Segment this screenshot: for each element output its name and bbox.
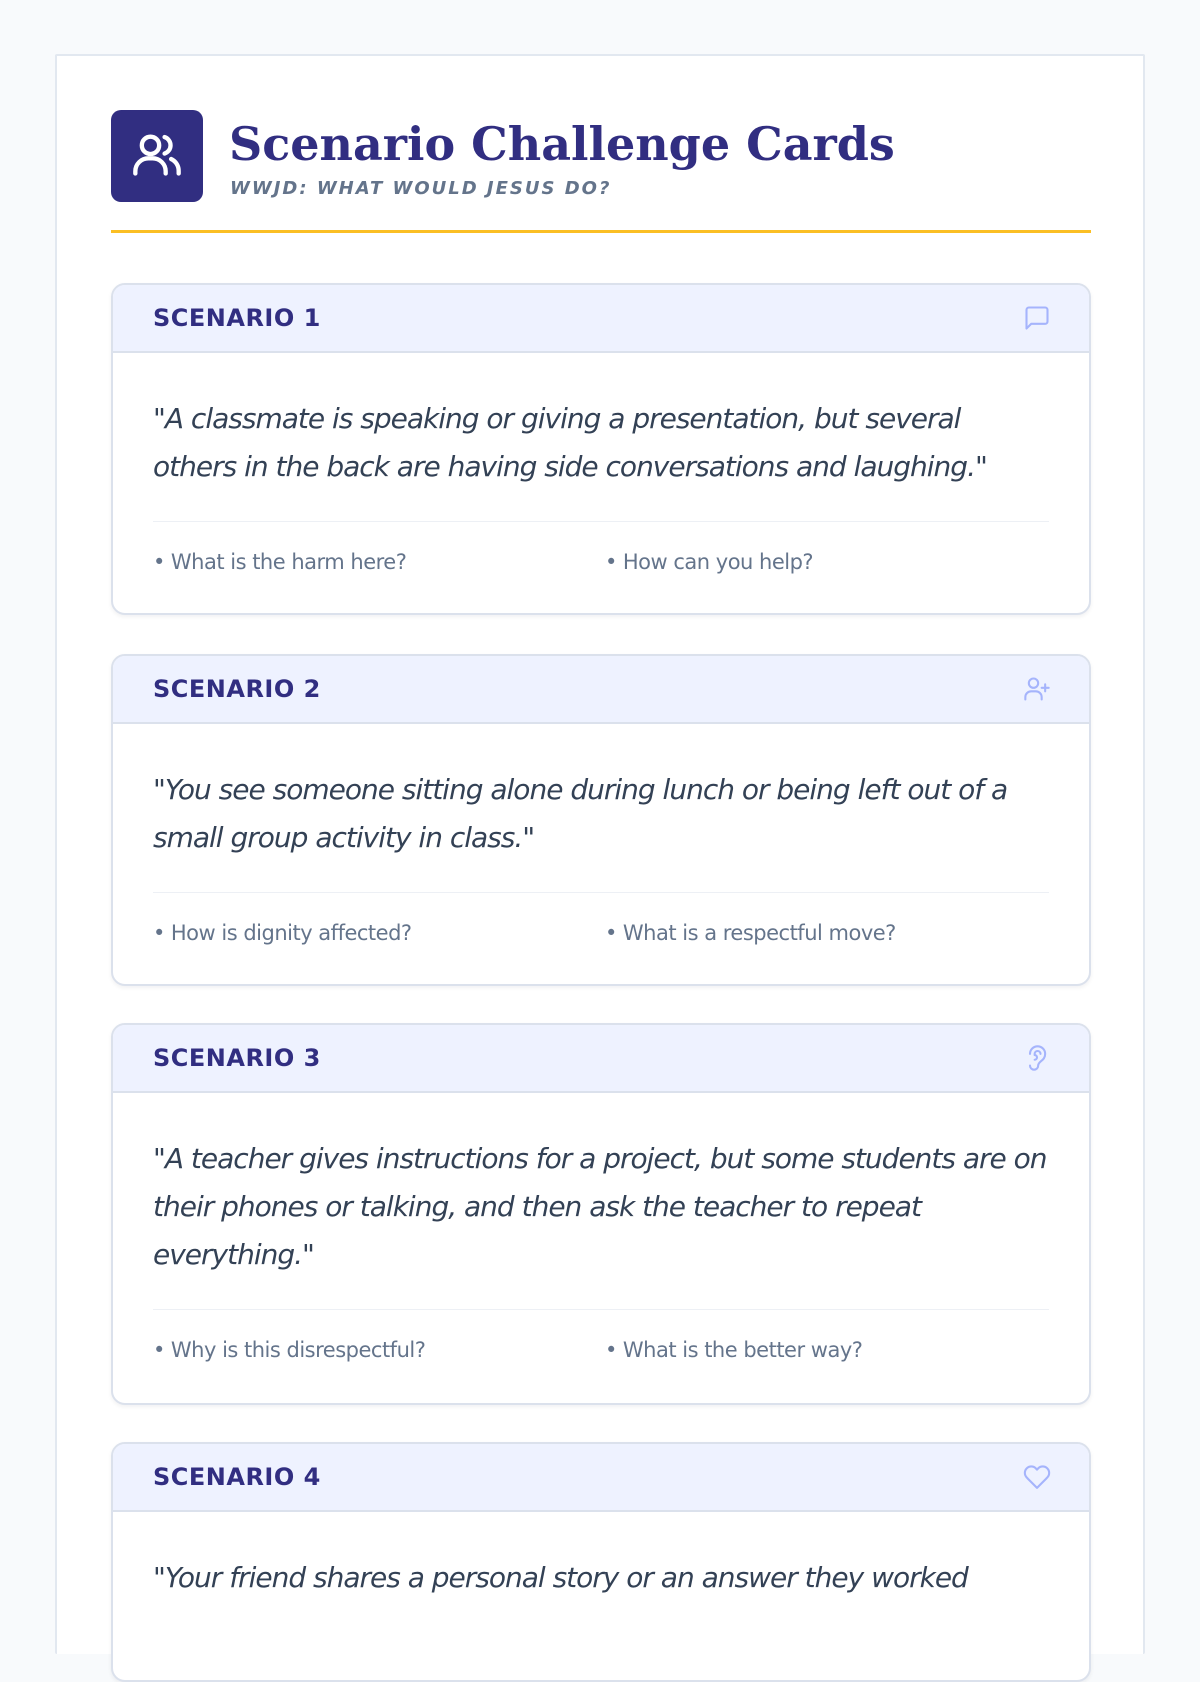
card-body bbox=[113, 1093, 1089, 1404]
scenario-card bbox=[111, 1023, 1091, 1405]
reflection-prompt: • What is the better way? bbox=[605, 1338, 863, 1362]
users-icon bbox=[131, 128, 183, 184]
card-header bbox=[113, 285, 1089, 353]
card-header bbox=[113, 1025, 1089, 1093]
reflection-prompts bbox=[153, 893, 1049, 986]
scenario-label: SCENARIO 3 bbox=[153, 1044, 321, 1072]
reflection-prompts bbox=[153, 1310, 1049, 1404]
message-square-icon bbox=[1023, 304, 1051, 332]
scenario-card bbox=[111, 654, 1091, 986]
challenge-page bbox=[55, 54, 1145, 1654]
card-header bbox=[113, 1444, 1089, 1512]
reflection-prompt: • How can you help? bbox=[605, 550, 814, 574]
scenario-quote: "A classmate is speaking or giving a presentation, but several others in the back are having side conversations and laughing." bbox=[153, 402, 987, 483]
scenario-label: SCENARIO 4 bbox=[153, 1463, 321, 1491]
page-title: Scenario Challenge Cards bbox=[229, 117, 895, 171]
reflection-prompt: • What is a respectful move? bbox=[605, 921, 896, 945]
card-header bbox=[113, 656, 1089, 724]
scenario-quote: "Your friend shares a personal story or an answer they worked bbox=[153, 1561, 968, 1594]
ear-icon bbox=[1023, 1044, 1051, 1072]
heart-icon bbox=[1023, 1463, 1051, 1491]
scenario-card bbox=[111, 1442, 1091, 1682]
reflection-prompts bbox=[153, 522, 1049, 615]
scenario-quote: "You see someone sitting alone during lunch or being left out of a small group activity in class." bbox=[153, 773, 1008, 854]
reflection-prompt: • Why is this disrespectful? bbox=[153, 1338, 426, 1362]
logo-badge bbox=[111, 110, 203, 202]
reflection-prompt: • How is dignity affected? bbox=[153, 921, 412, 945]
reflection-prompt: • What is the harm here? bbox=[153, 550, 407, 574]
scenario-label: SCENARIO 1 bbox=[153, 304, 321, 332]
page-header bbox=[111, 110, 1091, 233]
page-subtitle: WWJD: WHAT WOULD JESUS DO? bbox=[230, 178, 612, 199]
card-body bbox=[113, 353, 1089, 615]
user-plus-icon bbox=[1023, 675, 1051, 703]
scenario-quote: "A teacher gives instructions for a project, but some students are on their phones or talking, and then ask the teacher to repeat everything." bbox=[153, 1142, 1047, 1271]
card-body bbox=[113, 724, 1089, 986]
card-body bbox=[113, 1512, 1089, 1602]
scenario-card bbox=[111, 283, 1091, 615]
scenario-label: SCENARIO 2 bbox=[153, 675, 321, 703]
